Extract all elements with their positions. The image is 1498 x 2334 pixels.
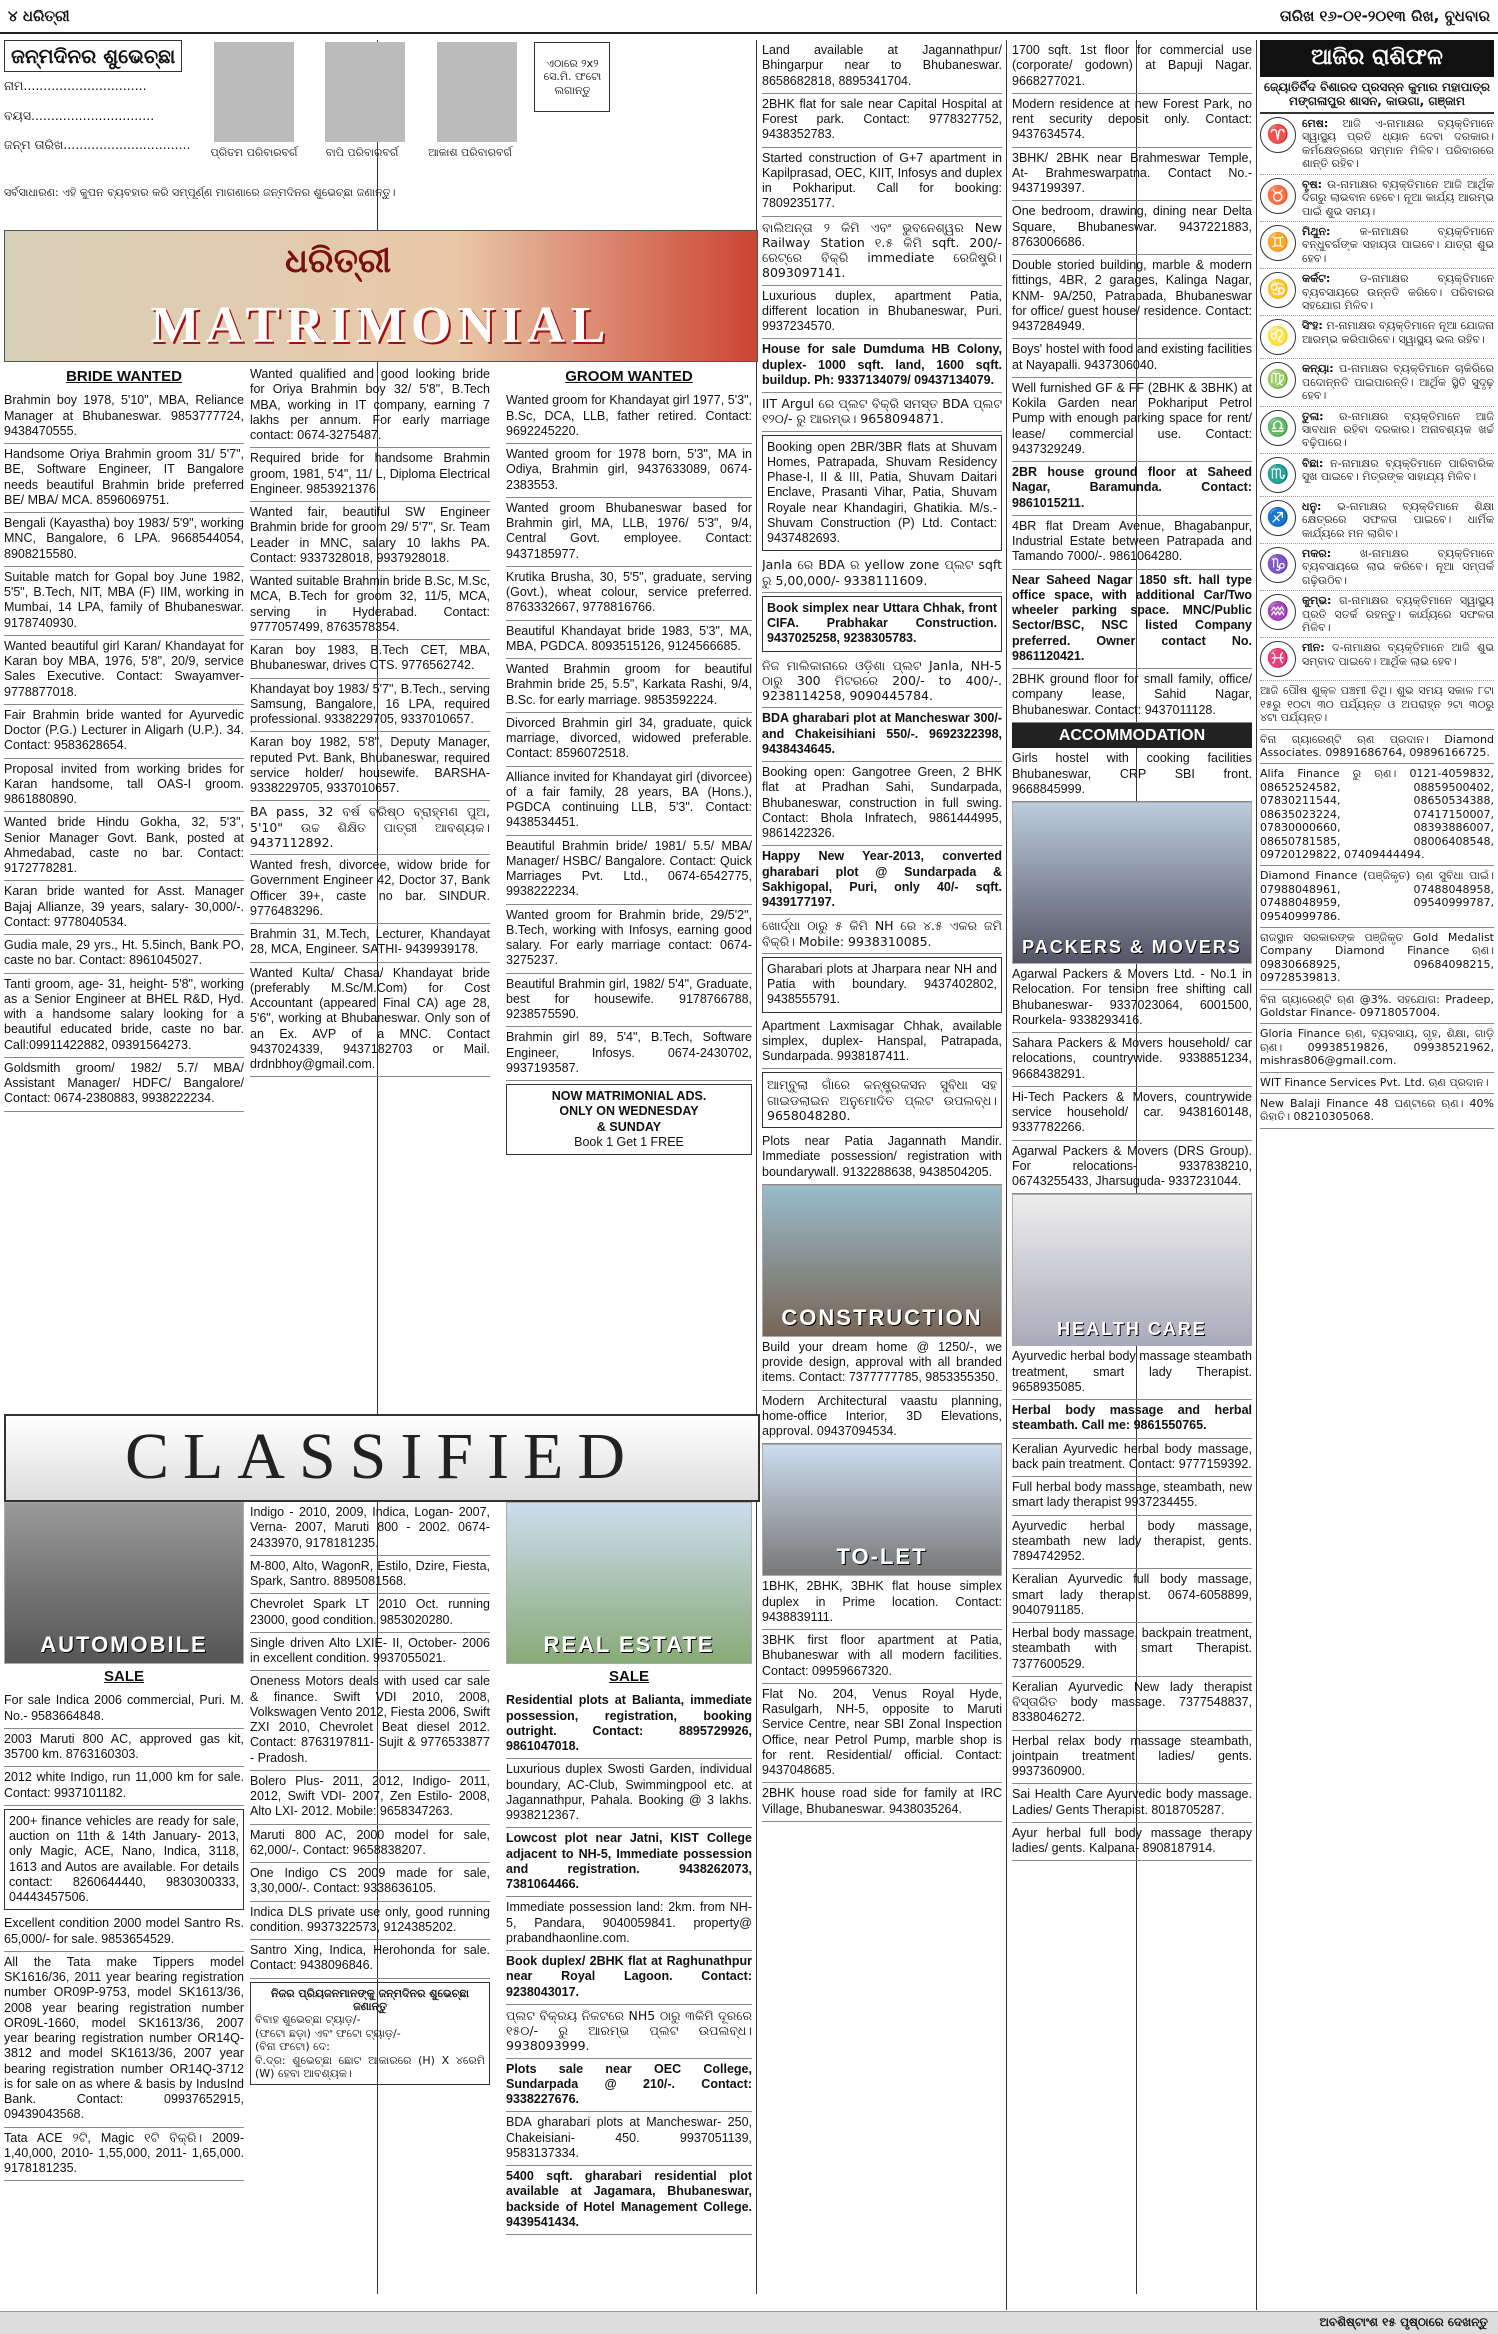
birthday-field-age: ବୟସ............................... xyxy=(4,107,155,123)
classified-ad: Brahmin 31, M.Tech, Lecturer, Khandayat 28, MCA, Engineer. SATHI- 9439939178. xyxy=(250,924,490,963)
accommodation-heading: ACCOMMODATION xyxy=(1012,723,1252,749)
child-photo xyxy=(214,42,294,142)
classified-ad: Suitable match for Gopal boy June 1982, 5'5", B.Tech, NIT, MBA (F) IIM, working in Mumbai, 14 LPA, family of Bhubaneswar. 9178740930. xyxy=(4,567,244,636)
classified-ad: 2012 white Indigo, run 11,000 km for sale. Contact: 9937101182. xyxy=(4,1767,244,1806)
classified-ad: Hi-Tech Packers & Movers, countrywide service household/ car. 9438160148, 9337782266. xyxy=(1012,1087,1252,1141)
zodiac-text xyxy=(1302,641,1494,677)
classified-ad: 2BHK house road side for family at IRC Village, Bhubaneswar. 9438035264. xyxy=(762,1783,1002,1822)
classified-ad: Gudia male, 29 yrs., Ht. 5.5inch, Bank PO, caste no bar. Contact: 8961045027. xyxy=(4,935,244,974)
automobile-col2 xyxy=(250,1502,490,2292)
classified-ad: Wanted fresh, divorcee, widow bride for Government Engineer 42, Doctor 37, Bank Officer 39+, caste no bar. SINDUR. 9776483296. xyxy=(250,855,490,924)
classified-ad: Luxurious duplex, apartment Patia, different location in Bhubaneswar, Puri. 9937234570. xyxy=(762,286,1002,340)
matrimonial-banner xyxy=(4,230,758,362)
zodiac-text xyxy=(1302,319,1494,355)
classified-ad: ନିଜ ମାଲିକାନାରେ ଓଡ଼ିଶା ପ୍ଲଟ Janla, NH-5 ଠାରୁ 300 ମିଟରରେ 200/- to 400/-. 9238114258, 9090445784. xyxy=(762,655,1002,709)
classified-ad: Agarwal Packers & Movers Ltd. - No.1 in Relocation. For tension free shifting call Bhubaneswar- 9337023064, 6001500, Rourkela- 9338293416. xyxy=(1012,964,1252,1033)
classified-ad: 1700 sqft. 1st floor for commercial use (corporate/ godown) at Bapuji Nagar. 9668277021. xyxy=(1012,40,1252,94)
classified-ad: Modern residence at new Forest Park, no rent security deposit only. Contact: 9437634574. xyxy=(1012,94,1252,148)
classified-ad: Wanted groom for Brahmin bride, 29/5'2", B.Tech, working with Infosys, earning good salary. For early marriage contact: 0674-3275237. xyxy=(506,905,752,974)
birthday-field-name: ନାମ............................... xyxy=(4,78,147,94)
zodiac-sign-icon: ♍ xyxy=(1260,362,1296,398)
classified-ad: 3BHK/ 2BHK near Brahmeswar Temple, At- Brahmeswarpatna. Contact No.- 9437199397. xyxy=(1012,148,1252,202)
zodiac-sign-icon: ♉ xyxy=(1260,178,1296,214)
zodiac-prediction: ଖ-ନାମାକ୍ଷର ବ୍ୟକ୍ତିମାନେ ବ୍ୟବସାୟରେ ଲାଭ କରିବେ। ନୂଆ ସମ୍ପର୍କ ଗଢ଼ିଉଠିବ। xyxy=(1302,547,1494,587)
classified-ad: 1BHK, 2BHK, 3BHK flat house simplex duplex in Prime location. Contact: 9438839111. xyxy=(762,1576,1002,1630)
zodiac-name: ଧନୁ: xyxy=(1302,499,1322,513)
classified-ad: Indica DLS private use only, good running condition. 9937322573, 9124385202. xyxy=(250,1902,490,1941)
classified-ad: 200+ finance vehicles are ready for sale, auction on 11th & 14th January- 2013, only Magic, ACE, Nano, Indica, 3118, 1613 and Autos are available. For details contact: 8260644440, 9830300333, 04443457506. xyxy=(4,1809,244,1911)
classified-ad: 4BR flat Dream Avenue, Bhagabanpur, Industrial Estate between Patrapada and Tamando 7000/-. 9861064280. xyxy=(1012,516,1252,570)
classified-ad: Modern Architectural vaastu planning, home-office Interior, 3D Elevations, approval. 09437094534. xyxy=(762,1391,1002,1445)
rashifal-column xyxy=(1260,40,1494,2310)
classified-ad: 2BHK flat for sale near Capital Hospital at Forest park. Contact: 9778327752, 9438352783. xyxy=(762,94,1002,148)
coupon-line: ବି.ଦ୍ର: ଶୁଭେଚ୍ଛା ଛୋଟ ଆକାରରେ (H) X ୪ରେମି (W) ହେବା ଆବଶ୍ୟକ। xyxy=(255,2053,485,2080)
banner-label: PACKERS & MOVERS xyxy=(1022,937,1242,958)
zodiac-entry xyxy=(1260,316,1494,359)
zodiac-text xyxy=(1302,178,1494,218)
brand-logo: ଧରିତ୍ରୀ xyxy=(285,241,392,281)
classified-ad: Indigo - 2010, 2009, Indica, Logan- 2007, Verna- 2007, Maruti 800 - 2002. 0674-2433970, 9178181235. xyxy=(250,1502,490,1556)
zodiac-entry xyxy=(1260,359,1494,406)
birthday-photos xyxy=(200,42,760,182)
astrologer-name: ଜ୍ୟୋତିର୍ବିଦ ବିଶାରଦ ପ୍ରସନ୍ନ କୁମାର ମହାପାତ୍ର xyxy=(1263,79,1491,94)
classified-ad: Happy New Year-2013, converted gharabari plot @ Sundarpada & Sakhigopal, Puri, only 40/- sqft. 9439177197. xyxy=(762,846,1002,915)
classified-ad: Wanted Kulta/ Chasa/ Khandayat bride (preferably M.Sc/M.Com) for Cost Accountant (appeared Final CA) age 28, 5'6", working at Bhubaneswar. Only son of an Ex. AVP of a MNC. Contact 9437024339, 9437182703 or Mail. drdnbhoy@gmail.com. xyxy=(250,963,490,1078)
zodiac-sign-icon: ♑ xyxy=(1260,547,1296,583)
photo-caption: ପ୍ରିତମ ପରିବାରବର୍ଗ xyxy=(210,146,298,159)
coupon-line: ବିବାହ ଶୁଭେଚ୍ଛା ଟ୍ୟାଡ଼/- xyxy=(255,2013,361,2027)
classified-ad: Krutika Brusha, 30, 5'5", graduate, serving (Govt.), wheat colour, service preferred. 8763332667, 9778816766. xyxy=(506,567,752,621)
classified-ad: Goldsmith groom/ 1982/ 5.7/ MBA/ Assistant Manager/ HDFC/ Bangalore/ Contact: 0674-2380883, 9938222234. xyxy=(4,1058,244,1112)
classified-ad: Fair Brahmin bride wanted for Ayurvedic Doctor (P.G.) Lecturer in Aligarh (U.P.). 34. Contact: 9583628654. xyxy=(4,705,244,759)
classified-ad: House for sale Dumduma HB Colony, duplex- 1000 sqft. land, 1600 sqft. buildup. Ph: 9337134079/ 09437134079. xyxy=(762,339,1002,393)
classified-ad: Agarwal Packers & Movers (DRS Group). For relocations- 9337838210, 06743255433, Jharsuguda- 9337231044. xyxy=(1012,1141,1252,1195)
zodiac-entry xyxy=(1260,591,1494,638)
classified-ad: Ayurvedic herbal body massage, steambath new lady therapist, gents. 7894742952. xyxy=(1012,1516,1252,1570)
automobile-section xyxy=(4,1502,244,2292)
classified-ad: Oneness Motors deals with used car sale & finance. Swift VDI 2010, 2008, Volkswagen Vento 2012, Fiesta 2006, Swift ZXI 2010, Chevrolet Beat diesel 2012. Contact: 8763197811- Sujit & 9776533877 - Pradosh. xyxy=(250,1671,490,1771)
zodiac-sign-icon: ♊ xyxy=(1260,225,1296,261)
classified-ad: All the Tata make Tippers model SK1616/36, 2011 year bearing registration number OR09P-9753, model SK1613/36, 2008 year bearing registration number OR09L-1660, model SK1613/36, 2007 year bearing registration number OR14Q-3812 and model SK1613/36, 2007 year bearing registration number OR14Q-3712 is for sale on as where & basis by IndusInd Bank. Contact: 09937652915, 09439043568. xyxy=(4,1952,244,2128)
classified-ad: Boys' hostel with food and existing facilities at Nayapalli. 9437306040. xyxy=(1012,339,1252,378)
classified-ad: WIT Finance Services Pvt. Ltd. ଋଣ ପ୍ରଦାନ। xyxy=(1260,1073,1494,1094)
matrimonial-middle xyxy=(250,364,490,1412)
classified-ad: 2BHK ground floor for small family, office/ company lease, Sahid Nagar, Bhubaneswar. Contact: 9437011128. xyxy=(1012,669,1252,723)
classified-ad: ପ୍ଲଟ ବିକ୍ରୟ ନିକଟରେ NH5 ଠାରୁ ୩କିମି ଦୂରରେ ୧୫୦/- ରୁ ଆରମ୍ଭ ପ୍ଲଟ ଉପଲବ୍ଧ। 9938093999. xyxy=(506,2005,752,2059)
classified-ad: Gharabari plots at Jharpara near NH and Patia with boundary. 9437402802, 9438555791. xyxy=(762,957,1002,1013)
zodiac-name: ବିଛା: xyxy=(1302,456,1324,470)
zodiac-entry xyxy=(1260,544,1494,591)
classified-ad: Brahmin boy 1978, 5'10", MBA, Reliance Manager at Bhubaneswar. 9853777724, 9438470555. xyxy=(4,390,244,444)
classified-ad: Herbal body massage and herbal steambath. Call me: 9861550765. xyxy=(1012,1400,1252,1439)
zodiac-name: ମୀନ: xyxy=(1302,641,1325,655)
zodiac-text xyxy=(1302,117,1494,171)
zodiac-name: ବୃଷ: xyxy=(1302,177,1323,191)
zodiac-prediction: ଗ-ନାମାକ୍ଷର ବ୍ୟକ୍ତିମାନେ ସ୍ୱାସ୍ଥ୍ୟ ପ୍ରତି ସତର୍କ ରହନ୍ତୁ। କାର୍ଯ୍ୟରେ ସଫଳତା ମିଳିବ। xyxy=(1302,594,1494,635)
zodiac-sign-icon: ♓ xyxy=(1260,641,1296,677)
classified-ad: Bengali (Kayastha) boy 1983/ 5'9", working MNC, Bangalore, 6 LPA. 9668544054, 8908215580. xyxy=(4,513,244,567)
classified-ad: Wanted beautiful girl Karan/ Khandayat for Karan boy MBA, 1976, 5'8", 20/9, service Sales Executive. Contact: Swayamver- 9778877018. xyxy=(4,636,244,705)
classified-ad: Book simplex near Uttara Chhak, front CIFA. Prabhakar Construction. 9437025258, 9238305783. xyxy=(762,596,1002,652)
zodiac-prediction: ର-ନାମାକ୍ଷର ବ୍ୟକ୍ତିମାନେ ଆଜି ସାବଧାନ ରହିବା ଦରକାର। ଅନାବଶ୍ୟକ ଖର୍ଚ୍ଚ ବଢ଼ିପାରେ। xyxy=(1302,409,1494,450)
bride-wanted-section xyxy=(4,364,244,1412)
photo-caption: ଆକାଶ ପରିବାରବର୍ଗ xyxy=(428,146,512,159)
classified-ad: Alifa Finance ରୁ ଋଣ। 0121-4059832, 08652524582, 08859500402, 07830211544, 08650534388, 08635023224, 07417150007, 07830000660, 08393886007, 08650781585, 08006408548, 09720129822, 07409444494. xyxy=(1260,764,1494,866)
column-5 xyxy=(1012,40,1252,2310)
zodiac-sign-icon: ♋ xyxy=(1260,272,1296,308)
classified-ad: Karan bride wanted for Asst. Manager Bajaj Allianze, 39 years, salary- 30,000/-. Contact: 9778040534. xyxy=(4,881,244,935)
offer-line: NOW MATRIMONIAL ADS. xyxy=(551,1089,707,1104)
zodiac-sign-icon: ♈ xyxy=(1260,117,1296,153)
zodiac-prediction: ମ-ନାମାକ୍ଷର ବ୍ୟକ୍ତିମାନେ ନୂଆ ଯୋଜନା ଆରମ୍ଭ କରିପାରିବେ। ସ୍ୱାସ୍ଥ୍ୟ ଭଲ ରହିବ। xyxy=(1302,319,1494,346)
classified-ad: Apartment Laxmisagar Chhak, available simplex, duplex- Hanspal, Patrapada, Sundarpada. 9938187411. xyxy=(762,1016,1002,1070)
zodiac-list xyxy=(1260,114,1494,681)
page-date: ତାରିଖ ୧୬-୦୧-୨୦୧୩ ରିଖ, ବୁଧବାର xyxy=(1279,6,1490,25)
zodiac-entry xyxy=(1260,175,1494,222)
zodiac-name: ମେଷ: xyxy=(1302,117,1329,131)
classified-ad: Wanted bride Hindu Gokha, 32, 5'3", Senior Manager Govt. Bank, posted at Ahmedabad, caste no bar. Contact: 9172778281. xyxy=(4,812,244,881)
groom-wanted-section xyxy=(506,364,752,1412)
column-4 xyxy=(762,40,1002,2310)
classified-ad: 5400 sqft. gharabari residential plot available at Jagamara, Bhubaneswar, backside of Hotel Management College. 9439541434. xyxy=(506,2166,752,2235)
classified-ad: ଆମ୍ବୁଲା ଗାଁରେ କନ୍ଷ୍ଟ୍ରକସନ ସୁବିଧା ସହ ଗାଇଡଲାଇନ ଅନୁମୋଦିତ ପ୍ଲଟ ଉପଲବ୍ଧ। 9658048280. xyxy=(762,1072,1002,1128)
classified-ad: Keralian Ayurvedic full body massage, smart lady therapist. 0674-6058899, 9040791185. xyxy=(1012,1569,1252,1623)
classified-ad: One bedroom, drawing, dining near Delta Square, Bhubaneswar. 9437221883, 8763006686. xyxy=(1012,201,1252,255)
section-heading: GROOM WANTED xyxy=(565,368,693,385)
birthday-title: ଜନ୍ମଦିନର ଶୁଭେଚ୍ଛା xyxy=(4,40,182,72)
classified-ad: Herbal body massage, backpain treatment, steambath with smart Therapist. 7377600529. xyxy=(1012,1623,1252,1677)
classified-ad: Bolero Plus- 2011, 2012, Indigo- 2011, 2012, Swift VDI- 2007, Zen Estilo- 2008, Alto LXI- 2012. Mobile: 9658347263. xyxy=(250,1771,490,1825)
classified-ad: Well furnished GF & FF (2BHK & 3BHK) at Kokila Garden near Pokhariput Petrol Pump with enough parking space for rent/ lease/ commercial use. Contact: 9437329249. xyxy=(1012,378,1252,462)
classified-ad: Wanted fair, beautiful SW Engineer Brahmin bride for groom 29/ 5'7", Sr. Team Leader in MNC, salary 10 lakhs PA. Contact: 9337328018, 9937928018. xyxy=(250,502,490,571)
zodiac-entry xyxy=(1260,638,1494,681)
healthcare-image xyxy=(1012,1194,1252,1346)
classified-ad: Sahara Packers & Movers household/ car relocations, countrywide. 9338851234, 9668438291. xyxy=(1012,1033,1252,1087)
classified-banner xyxy=(4,1414,760,1502)
classified-ad: Handsome Oriya Brahmin groom 31/ 5'7", BE, Software Engineer, IT Bangalore needs beautiful Brahmin bride preferred BE/ MBA/ MCA. 8596069751. xyxy=(4,444,244,513)
classified-ad: Brahmin girl 89, 5'4", B.Tech, Software Engineer, Infosys. 0674-2430702, 9937193587. xyxy=(506,1027,752,1081)
classified-ad: Lowcost plot near Jatni, KIST College adjacent to NH-5, Immediate possession and registration. 9438262073, 7381064466. xyxy=(506,1828,752,1897)
classified-ad: Chevrolet Spark LT 2010 Oct. running 23000, good condition. 9853020280. xyxy=(250,1594,490,1633)
classified-ad: Single driven Alto LXIE- II, October- 2006 in excellent condition. 9937055021. xyxy=(250,1633,490,1672)
classified-ad: Keralian Ayurvedic New lady therapist ବିସ୍ତାରିତ body massage. 7377548837, 8338046272. xyxy=(1012,1677,1252,1731)
zodiac-entry xyxy=(1260,269,1494,316)
classified-ad: Ayurvedic herbal body massage steambath treatment, smart lady Therapist. 9658935085. xyxy=(1012,1346,1252,1400)
classified-title: CLASSIFIED xyxy=(124,1420,640,1493)
classified-ad: Ayur herbal full body massage therapy ladies/ gents. Kalpana- 8908187914. xyxy=(1012,1823,1252,1862)
birthday-field-dob: ଜନ୍ମ ତାରିଖ................................ xyxy=(4,136,191,152)
classified-ad: Alliance invited for Khandayat girl (divorcee) of a fair family, 28 years, BA (Hons.), PGDCA continuing LLB, 5'3". Contact: 9438534451. xyxy=(506,767,752,836)
zodiac-name: ମକର: xyxy=(1302,547,1332,561)
zodiac-name: ମିଥୁନ: xyxy=(1302,224,1331,238)
zodiac-text xyxy=(1302,362,1494,402)
page-number-brand: ୪ ଧରିତ୍ରୀ xyxy=(8,6,70,25)
classified-ad: Residential plots at Balianta, immediate possession, registration, booking outright. Contact: 8895729926, 9861047018. xyxy=(506,1690,752,1759)
zodiac-entry xyxy=(1260,407,1494,454)
zodiac-sign-icon: ♌ xyxy=(1260,319,1296,355)
zodiac-text xyxy=(1302,457,1494,493)
zodiac-sign-icon: ♐ xyxy=(1260,500,1296,536)
classified-ad: Land available at Jagannathpur/ Bhingarpur near to Bhubaneswar. 8658682818, 8895341704. xyxy=(762,40,1002,94)
banner-label: REAL ESTATE xyxy=(543,1632,715,1658)
classified-ad: BDA gharabari plot at Mancheswar 300/- and Chakeisihiani 550/-. 9692322398, 9438434645. xyxy=(762,708,1002,762)
page-footer xyxy=(0,2311,1498,2334)
child-photo xyxy=(325,42,405,142)
zodiac-name: କୁମ୍ଭ: xyxy=(1302,594,1332,608)
banner-label: HEALTH CARE xyxy=(1057,1319,1207,1340)
zodiac-entry xyxy=(1260,114,1494,175)
classified-ad: Sai Health Care Ayurvedic body massage. Ladies/ Gents Therapist. 8018705287. xyxy=(1012,1784,1252,1823)
classified-ad: Wanted groom Bhubaneswar based for Brahmin girl, MA, LLB, 1976/ 5'3", 9/4, Central Govt. employee. Contact: 9437185977. xyxy=(506,498,752,567)
classified-ad: Wanted groom for Khandayat girl 1977, 5'3", B.Sc, DCA, LLB, father retired. Contact: 9692245220. xyxy=(506,390,752,444)
classified-ad: Booking open: Gangotree Green, 2 BHK flat at Pradhan Sahi, Sundarpada, Bhubaneswar, construction in full swing. Contact: Bhola Infratech, 9861444995, 9861422326. xyxy=(762,762,1002,846)
coupon-title: ନିଜର ପ୍ରିୟଜନମାନଙ୍କୁ ଜନ୍ମଦିନର ଶୁଭେଚ୍ଛା ଜଣାନ୍ତୁ xyxy=(271,1986,469,2013)
offer-line: ONLY ON WEDNESDAY xyxy=(559,1104,699,1119)
classified-ad: 3BHK first floor apartment at Patia, Bhubaneswar with all modern facilities. Contact: 09959667320. xyxy=(762,1630,1002,1684)
classified-ad: ରାଜସ୍ଥାନ ସରକାରଙ୍କ ପଞ୍ଜିକୃତ Gold Medalist Company Diamond Finance ଋଣ। 09830668925, 09684098215, 09728539813. xyxy=(1260,928,1494,990)
classified-ad: 2003 Maruti 800 AC, approved gas kit, 35700 km. 8763160303. xyxy=(4,1729,244,1768)
packers-image xyxy=(1012,802,1252,964)
classified-ad: Santro Xing, Indica, Herohonda for sale. Contact: 9438096846. xyxy=(250,1940,490,1979)
banner-label: CONSTRUCTION xyxy=(781,1304,983,1330)
classified-ad: Excellent condition 2000 model Santro Rs. 65,000/- for sale. 9853654529. xyxy=(4,1913,244,1952)
column-divider xyxy=(1256,40,1257,2310)
classified-ad: Karan boy 1982, 5'8", Deputy Manager, reputed Pvt. Bank, Bhubaneswar, required service holder/ housewife. BARSHA- 9338229705, 9337010657. xyxy=(250,732,490,801)
classified-ad: Karan boy 1983, B.Tech CET, MBA, Bhubaneswar, drives CTS. 9776562742. xyxy=(250,640,490,679)
classified-ad: Immediate possession land: 2km. from NH-5, Pandara, 9040059841. property@ prabandhaonline.com. xyxy=(506,1897,752,1951)
zodiac-text xyxy=(1302,225,1494,265)
real-estate-section xyxy=(506,1502,752,2292)
zodiac-prediction: କ-ନାମାକ୍ଷର ବ୍ୟକ୍ତିମାନେ ବନ୍ଧୁବର୍ଗଙ୍କ ସହାୟତା ପାଇବେ। ଯାତ୍ରା ଶୁଭ ହେବ। xyxy=(1302,224,1494,265)
classified-ad: Book duplex/ 2BHK flat at Raghunathpur near Royal Lagoon. Contact: 9238043017. xyxy=(506,1951,752,2005)
classified-ad: BDA gharabari plots at Mancheswar- 250, Chakeisiani- 450. 9937051139, 9583137334. xyxy=(506,2112,752,2166)
real-estate-image xyxy=(506,1502,752,1664)
classified-ad: M-800, Alto, WagonR, Estilo, Dzire, Fiesta, Spark, Santro. 8895081568. xyxy=(250,1556,490,1595)
classified-ad: Divorced Brahmin girl 34, graduate, quick marriage, divorced, widowed preferable. Contact: 8596072518. xyxy=(506,713,752,767)
zodiac-name: କର୍କଟ: xyxy=(1302,272,1331,286)
classified-ad: Booking open 2BR/3BR flats at Shuvam Homes, Patrapada, Shuvam Residency Phase-I, II & III, Patia, Shuvam Daitari Enclave, Prasanti Vihar, Patia, Shuvam Royale near Khandagiri, Ghatikia. M/s.- Shuvam Construction (P) Ltd. Contact: 9437482693. xyxy=(762,435,1002,552)
classified-ad: Proposal invited from working brides for Karan handsome, tall OAS-I groom. 9861880890. xyxy=(4,759,244,813)
column-divider xyxy=(756,40,757,2294)
classified-ad: Started construction of G+7 apartment in Kapilprasad, OEC, KIIT, Infosys and duplex in Pokhariput. Call for booking: 7809235177. xyxy=(762,148,1002,217)
zodiac-name: ତୁଳା: xyxy=(1302,409,1324,423)
classified-ad: New Balaji Finance 48 ଘଣ୍ଟାରେ ଋଣ। 40% ରିହାତି। 08210305068. xyxy=(1260,1094,1494,1129)
classified-ad: Plots near Patia Jagannath Mandir. Immediate possession/ registration with boundarywall. 9132288638, 9438504205. xyxy=(762,1131,1002,1185)
automobile-image xyxy=(4,1502,244,1664)
classified-ad: Wanted qualified and good looking bride for Oriya Brahmin boy 32/ 5'8", B.Tech MBA, working in IT company, earning 7 lakhs per annum. For early marriage contact: 0674-3275487. xyxy=(250,364,490,448)
classified-ad: Tata ACE ୨ଟି, Magic ୧ଟି ବିକ୍ରି। 2009- 1,40,000, 2010- 1,55,000, 2011- 1,65,000. 9178181235. xyxy=(4,2128,244,2182)
zodiac-entry xyxy=(1260,454,1494,497)
classified-ad: 2BR house ground floor at Saheed Nagar, Baramunda. Contact: 9861015211. xyxy=(1012,462,1252,516)
construction-image xyxy=(762,1185,1002,1337)
banner-label: AUTOMOBILE xyxy=(40,1632,208,1658)
zodiac-sign-icon: ♒ xyxy=(1260,594,1296,630)
classified-ad: Wanted Brahmin groom for beautiful Brahmin bride 25, 5.5", Karkata Rashi, 9/4, B.Sc. for early marriage. 9853592224. xyxy=(506,659,752,713)
classified-ad: Herbal relax body massage steambath, jointpain treatment ladies/ gents. 9937360900. xyxy=(1012,1731,1252,1785)
zodiac-prediction: ଦ-ନାମାକ୍ଷର ବ୍ୟକ୍ତିମାନେ ଆଜି ଶୁଭ ସମ୍ବାଦ ପାଇବେ। ଆର୍ଥିକ ଲାଭ ହେବ। xyxy=(1302,641,1494,668)
section-heading: BRIDE WANTED xyxy=(66,368,182,385)
tolet-image xyxy=(762,1444,1002,1576)
classified-ad: BA pass, 32 ବର୍ଷ ବରିଷ୍ଠ ବ୍ରାହ୍ମଣ ପୁଅ, 5'10" ଉଚ୍ଚ ଶିକ୍ଷିତ ପାତ୍ରୀ ଆବଶ୍ୟକ। 9437112892. xyxy=(250,801,490,855)
classified-ad: ବିନା ଗ୍ୟାରେଣ୍ଟି ଋଣ @3%. ସହଯୋଗ: Pradeep, Goldstar Finance- 09718057004. xyxy=(1260,990,1494,1025)
matrimonial-title: MATRIMONIAL xyxy=(150,296,612,354)
zodiac-text xyxy=(1302,594,1494,634)
astrologer-address: ମଙ୍ଗଳାପୁର ଶାସନ, କାଉଗା, ଗଞ୍ଜାମ xyxy=(1260,94,1494,114)
section-heading: SALE xyxy=(103,1668,144,1685)
classified-ad: Near Saheed Nagar 1850 sft. hall type office space, with additional Car/Two wheeler parking space. MNC/Public Sector/BSC, NSC listed Company preferred. Owner contact No. 9861120421. xyxy=(1012,570,1252,670)
zodiac-prediction: ଆଜି ଏ-ନାମାକ୍ଷର ବ୍ୟକ୍ତିମାନେ ସ୍ୱାସ୍ଥ୍ୟ ପ୍ରତି ଧ୍ୟାନ ଦେବା ଦରକାର। କର୍ମକ୍ଷେତ୍ରରେ ସମ୍ମାନ ମିଳିବ। ପରିବାରରେ ଶାନ୍ତି ରହିବ। xyxy=(1302,117,1494,171)
birthday-coupon-box xyxy=(250,1982,490,2086)
classified-ad: Tanti groom, age- 31, height- 5'8", working as a Senior Engineer at BHEL R&D, Hyd. with a handsome salary looking for a beautiful educated bride, caste no bar. Call:09911422882, 09391564273. xyxy=(4,974,244,1058)
classified-ad: For sale Indica 2006 commercial, Puri. M. No.- 9583664848. xyxy=(4,1690,244,1729)
zodiac-name: କନ୍ୟା: xyxy=(1302,362,1334,376)
classified-ad: ଖୋର୍ଦ୍ଧା ଠାରୁ ୫ କିମି NH ରେ ୪.୫ ଏକର ଜମି ବିକ୍ରି। Mobile: 9938310085. xyxy=(762,915,1002,954)
section-heading: SALE xyxy=(608,1668,649,1685)
classified-ad: Maruti 800 AC, 2000 model for sale, 62,000/-. Contact: 9658838207. xyxy=(250,1825,490,1864)
classified-ad: Beautiful Brahmin bride/ 1981/ 5.5/ MBA/ Manager/ HSBC/ Bangalore. Contact: Quick Marriages Pvt. Ltd., 0674-6542775, 9938222234. xyxy=(506,836,752,905)
zodiac-text xyxy=(1302,272,1494,312)
classified-ad: Wanted suitable Brahmin bride B.Sc, M.Sc, MCA, B.Tech for groom 32, 11/5, MCA, serving in Hyderabad. Contact: 9777057499, 8763578354. xyxy=(250,571,490,640)
classified-ad: ବିନା ଗ୍ୟାରେଣ୍ଟି ଋଣ ପ୍ରଦାନ। Diamond Associates. 09891686764, 09896166725. xyxy=(1260,730,1494,765)
continued-note: ଅବଶିଷ୍ଟାଂଶ ୧୫ ପୃଷ୍ଠାରେ ଦେଖନ୍ତୁ xyxy=(1319,2315,1488,2329)
zodiac-entry xyxy=(1260,222,1494,269)
classified-ad: Keralian Ayurvedic herbal body massage, back pain treatment. Contact: 9777159392. xyxy=(1012,1439,1252,1478)
classified-ad: Plots sale near OEC College, Sundarpada @ 210/-. Contact: 9338227676. xyxy=(506,2059,752,2113)
classified-ad: Wanted groom for 1978 born, 5'3", MA in Odiya, Brahmin girl, 9437633089, 0674-2383553. xyxy=(506,444,752,498)
zodiac-prediction: ଭ-ନାମାକ୍ଷର ବ୍ୟକ୍ତିମାନେ ଶିକ୍ଷା କ୍ଷେତ୍ରରେ ସଫଳତା ପାଇବେ। ଧାର୍ମିକ କାର୍ଯ୍ୟରେ ମନ ଲାଗିବ। xyxy=(1302,499,1494,540)
zodiac-text xyxy=(1302,410,1494,450)
zodiac-prediction: ଉ-ନାମାକ୍ଷର ବ୍ୟକ୍ତିମାନେ ଆଜି ଆର୍ଥିକ ଦିଗରୁ ଲାଭବାନ ହେବେ। ନୂଆ କାର୍ଯ୍ୟ ଆରମ୍ଭ ପାଇଁ ଶୁଭ ସମୟ। xyxy=(1302,177,1494,218)
classified-ad: Diamond Finance (ପଞ୍ଜିକୃତ) ଋଣ ସୁବିଧା ପାଇଁ। 07988048961, 07488048958, 07488048959, 09540999787, 09540999786. xyxy=(1260,866,1494,928)
zodiac-prediction: ପ-ନାମାକ୍ଷର ବ୍ୟକ୍ତିମାନେ ଚାକିରିରେ ପଦୋନ୍ନତି ପାଇପାରନ୍ତି। ଆର୍ଥିକ ସ୍ଥିତି ସୁଦୃଢ଼ ହେବ। xyxy=(1302,362,1494,403)
classified-ad: ବାଲିଅନ୍ତା ୨ କିମି ଏବଂ ଭୁବନେଶ୍ୱର New Railway Station ୧.୫ କିମି sqft. 200/- ରେଟ୍‌ରେ ବିକ୍ରି immediate ରେଜିଷ୍ଟ୍ରି। 8093097141. xyxy=(762,217,1002,286)
classified-ad: Girls hostel with cooking facilities Bhubaneswar, CRP SBI front. 9668845999. xyxy=(1012,748,1252,802)
zodiac-prediction: ଡ-ନାମାକ୍ଷର ବ୍ୟକ୍ତିମାନେ ବ୍ୟବସାୟରେ ଉନ୍ନତି କରିବେ। ପରିବାରର ସହଯୋଗ ମିଳିବ। xyxy=(1302,272,1494,312)
classified-ad: IIT Argul ରେ ପ୍ଲଟ ବିକ୍ରି ସମସ୍ତ BDA ପ୍ଲଟ ୧୨୦/- ରୁ ଆରମ୍ଭ। 9658094871. xyxy=(762,393,1002,432)
zodiac-entry xyxy=(1260,497,1494,544)
photo-caption: ବାପି ପରିବାରବର୍ଗ xyxy=(325,146,399,159)
classified-ad: Required bride for handsome Brahmin groom, 1981, 5'4", 11/ L, Diploma Electrical Engineer. 9853921376. xyxy=(250,448,490,502)
zodiac-name: ସିଂହ: xyxy=(1302,319,1323,333)
zodiac-prediction: ନ-ନାମାକ୍ଷର ବ୍ୟକ୍ତିମାନେ ପାରିବାରିକ ସୁଖ ପାଇବେ। ମିତ୍ରଙ୍କ ସାହାଯ୍ୟ ମିଳିବ। xyxy=(1302,456,1494,484)
loan-ads xyxy=(1260,730,1494,1129)
classified-ad: Gloria Finance ଋଣ, ବ୍ୟବସାୟ, ଗୃହ, ଶିକ୍ଷା, ଗାଡ଼ି ଋଣ। 09938519826, 09938521962, mishras806@gmail.com. xyxy=(1260,1024,1494,1072)
photo-placeholder-note: ଏଠାରେ ୨x୨ ସେ.ମି. ଫଟୋ ଲଗାନ୍ତୁ xyxy=(534,42,610,112)
almanac-text: ଆଜି ପୌଷ ଶୁକ୍ଳ ପଞ୍ଚମୀ ତିଥି। ଶୁଭ ସମୟ ସକାଳ ୮ଟା ୧୫ରୁ ୧୦ଟା ୩୦ ପର୍ଯ୍ୟନ୍ତ ଓ ଅପରାହ୍ନ ୨ଟା ୩୦ରୁ ୪ଟା ପର୍ଯ୍ୟନ୍ତ। xyxy=(1260,681,1494,729)
zodiac-text xyxy=(1302,547,1494,587)
classified-ad: Double storied building, marble & modern fittings, 4BR, 2 garages, Kalinga Nagar, KNM- 9A/250, Patrapada, Bhubaneswar for office/ guest house/ residence. Contact: 9437284949. xyxy=(1012,255,1252,339)
classified-ad: Build your dream home @ 1250/-, we provide design, approval with all branded items. Contact: 7377777785, 9853355350. xyxy=(762,1337,1002,1391)
banner-label: TO-LET xyxy=(836,1544,928,1570)
offer-line: & SUNDAY xyxy=(596,1119,662,1134)
zodiac-sign-icon: ♏ xyxy=(1260,457,1296,493)
matrimonial-offer-box xyxy=(506,1084,752,1155)
classified-ad: Luxurious duplex Swosti Garden, individual boundary, AC-Club, Swimmingpool etc. at Jagannathpur, Pahala. Booking @ 3 lakhs. 9938212367. xyxy=(506,1759,752,1828)
rashifal-title: ଆଜିର ରାଶିଫଳ xyxy=(1260,40,1494,77)
classified-ad: Beautiful Brahmin girl, 1982/ 5'4", Graduate, best for housewife. 9178766788, 9238575590. xyxy=(506,974,752,1028)
classified-ad: Khandayat boy 1983/ 5'7", B.Tech., serving Samsung, Bangalore, 16 LPA, required professional. 9338229705, 9337010657. xyxy=(250,679,490,733)
coupon-line: (ଫଟୋ ଛଡ଼ା) ଏବଂ ଫଟୋ ଟ୍ୟାଡ଼/- xyxy=(255,2026,401,2040)
classified-ad: Flat No. 204, Venus Royal Hyde, Rasulgarh, NH-5, opposite to Maruti Service Centre, near SBI Zonal Inspection Office, near Petrol Pump, marble shop is for rent. Residential/ official. Contact: 9437048685. xyxy=(762,1684,1002,1784)
page-header xyxy=(0,0,1498,34)
classified-ad: One Indigo CS 2009 made for sale, 3,30,000/-. Contact: 9338636105. xyxy=(250,1863,490,1902)
child-photo xyxy=(437,42,517,142)
column-divider xyxy=(1006,40,1007,2310)
offer-line: Book 1 Get 1 FREE xyxy=(574,1134,684,1149)
zodiac-text xyxy=(1302,500,1494,540)
classified-ad: Full herbal body massage, steambath, new smart lady therapist 9937234455. xyxy=(1012,1477,1252,1516)
zodiac-sign-icon: ♎ xyxy=(1260,410,1296,446)
classified-ad: Beautiful Khandayat bride 1983, 5'3", MA, MBA, PGDCA. 8093515126, 9124566685. xyxy=(506,621,752,660)
coupon-line: (ବିନା ଫଟୋ) ଦେ: xyxy=(255,2040,330,2054)
classified-ad: Janla ରେ BDA ର yellow zone ପ୍ଲଟ sqft ରୁ 5,00,000/- 9338111609. xyxy=(762,554,1002,593)
birthday-note: ସର୍ବସାଧାରଣ: ଏହି କୁପନ ବ୍ୟବହାର କରି ସମ୍ପୂର୍ଣ୍ଣ ମାଗଣାରେ ଜନ୍ମଦିନର ଶୁଭେଚ୍ଛା ଜଣାନ୍ତୁ। xyxy=(4,186,396,199)
